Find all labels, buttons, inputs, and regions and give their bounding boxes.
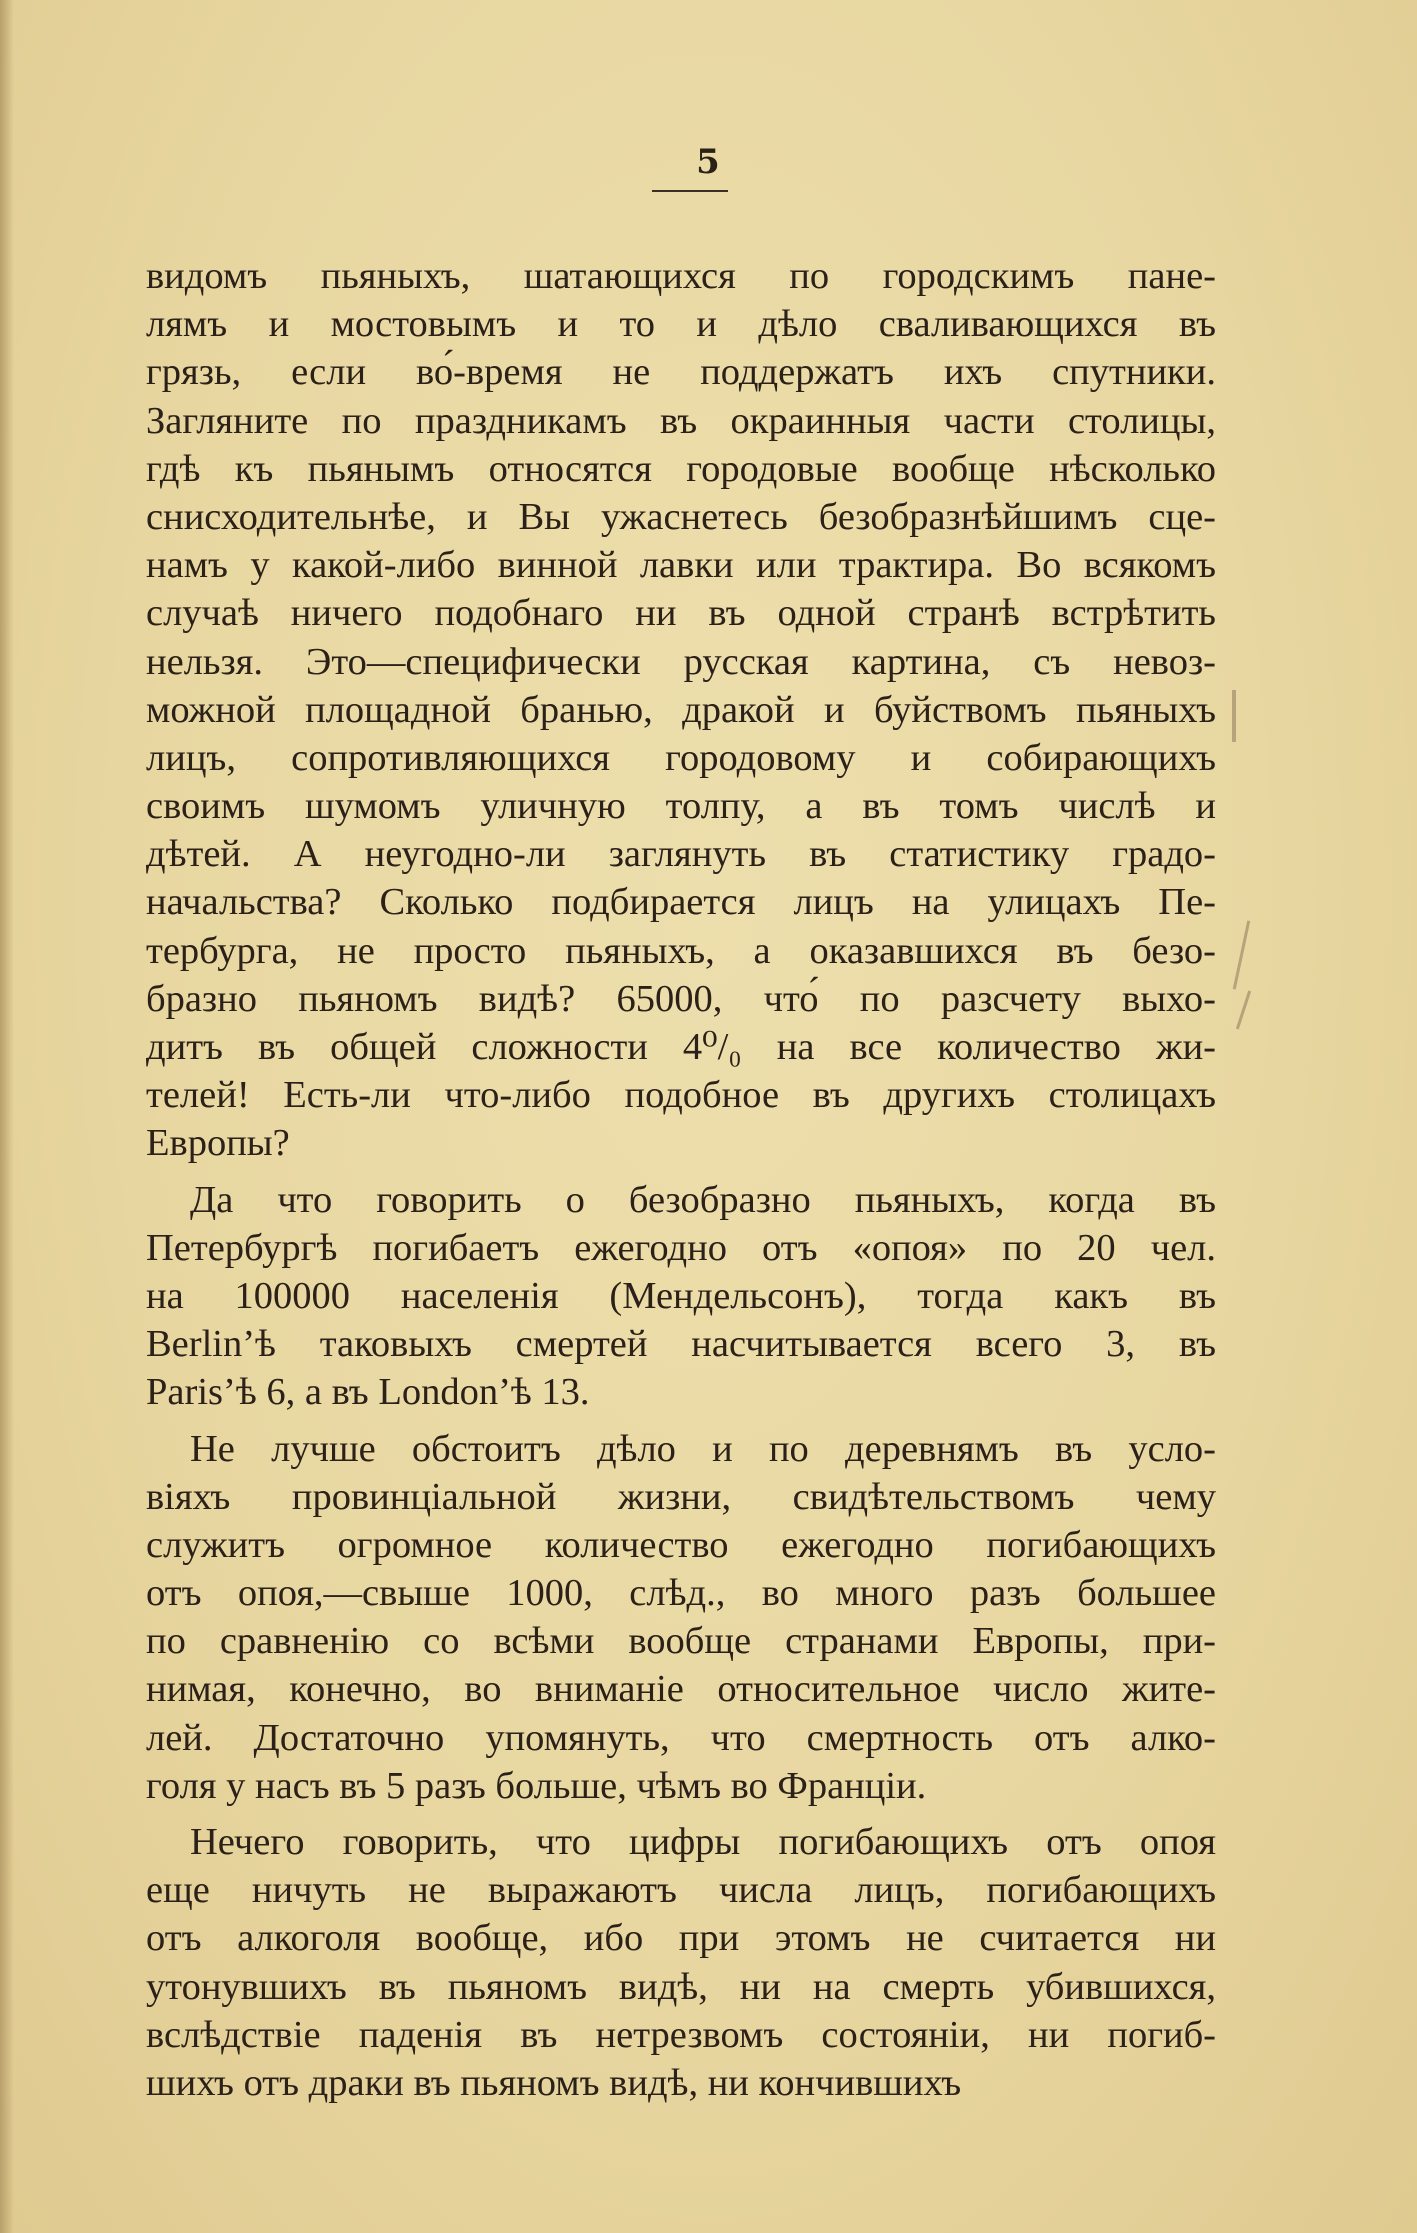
text-line: снисходительнѣе, и Вы ужаснетесь безобразнѣйшимъ сце- <box>146 495 1216 538</box>
page-number: 5 <box>696 142 721 182</box>
text-line: нимая, конечно, во вниманіе относительное число жите- <box>146 1668 1216 1711</box>
text-line: Да что говорить о безобразно пьяныхъ, когда въ <box>190 1178 1216 1221</box>
text-line: отъ алкоголя вообще, ибо при этомъ не считается ни <box>146 1917 1216 1960</box>
text-line: утонувшихъ въ пьяномъ видѣ, ни на смерть убившихся, <box>146 1965 1216 2008</box>
text-line: телей! Есть-ли что-либо подобное въ другихъ столицахъ <box>146 1074 1216 1117</box>
body-text <box>146 252 1216 2107</box>
text-line: голя у насъ въ 5 разъ больше, чѣмъ во Франціи. <box>146 1764 927 1807</box>
text-line: лицъ, сопротивляющихся городовому и собирающихъ <box>146 736 1216 779</box>
text-line: дѣтей. А неугодно-ли заглянуть въ статистику градо- <box>146 833 1216 876</box>
text-line: Европы? <box>146 1122 290 1165</box>
text-line: віяхъ провинціальной жизни, свидѣтельствомъ чему <box>146 1475 1216 1518</box>
text-line: дитъ въ общей сложности 4⁰/₀ на все количество жи- <box>146 1026 1216 1068</box>
text-line: начальства? Сколько подбирается лицъ на улицахъ Пе- <box>146 881 1216 924</box>
text-line: Berlin’ѣ таковыхъ смертей насчитывается всего 3, въ <box>146 1323 1216 1366</box>
text-line: случаѣ ничего подобнаго ни въ одной странѣ встрѣтить <box>146 592 1216 635</box>
text-line: еще ничуть не выражаютъ числа лицъ, погибающихъ <box>146 1869 1216 1912</box>
margin-mark <box>1236 991 1251 1030</box>
text-line: отъ опоя,—свыше 1000, слѣд., во много разъ большее <box>146 1572 1216 1615</box>
text-line: Не лучше обстоитъ дѣло и по деревнямъ въ усло- <box>190 1427 1216 1470</box>
text-line: своимъ шумомъ уличную толпу, а въ томъ числѣ и <box>146 785 1216 828</box>
text-line: вслѣдствіе паденія въ нетрезвомъ состояніи, ни погиб- <box>146 2013 1216 2056</box>
paragraph-gap <box>146 1417 1216 1425</box>
text-line: на 100000 населенія (Мендельсонъ), тогда какъ въ <box>146 1274 1216 1317</box>
text-line: Paris’ѣ 6, а въ London’ѣ 13. <box>146 1371 590 1414</box>
text-line: намъ у какой-либо винной лавки или трактира. Во всякомъ <box>146 544 1216 587</box>
text-line: Загляните по праздникамъ въ окраинныя части столицы, <box>146 399 1216 442</box>
text-line: гдѣ къ пьянымъ относятся городовые вообще нѣсколько <box>146 447 1216 490</box>
margin-mark <box>1232 690 1236 742</box>
text-line: Петербургѣ погибаетъ ежегодно отъ «опоя» по 20 чел. <box>146 1226 1216 1269</box>
paragraph-gap <box>146 1810 1216 1818</box>
text-line: нельзя. Это—специфически русская картина, съ невоз- <box>146 640 1216 683</box>
text-line: лямъ и мостовымъ и то и дѣло сваливающихся въ <box>146 303 1216 346</box>
page-edge-shadow <box>0 0 14 2233</box>
text-line: грязь, если во́-время не поддержатъ ихъ спутники. <box>146 351 1216 394</box>
text-line: бразно пьяномъ видѣ? 65000, что́ по разсчету выхо- <box>146 977 1216 1020</box>
text-line: Нечего говорить, что цифры погибающихъ отъ опоя <box>190 1821 1216 1863</box>
text-line: лей. Достаточно упомянуть, что смертность отъ алко- <box>146 1716 1216 1759</box>
page-number-rule <box>652 190 728 192</box>
text-line: служитъ огромное количество ежегодно погибающихъ <box>146 1523 1216 1566</box>
text-line: шихъ отъ драки въ пьяномъ видѣ, ни кончившихъ <box>146 2061 962 2104</box>
margin-mark <box>1233 920 1250 989</box>
text-line: можной площадной бранью, дракой и буйствомъ пьяныхъ <box>146 688 1216 731</box>
text-line: видомъ пьяныхъ, шатающихся по городскимъ пане- <box>146 255 1216 297</box>
text-line: тербурга, не просто пьяныхъ, а оказавшихся въ безо- <box>146 929 1216 972</box>
text-line: по сравненію со всѣми вообще странами Европы, при- <box>146 1620 1216 1663</box>
paragraph-gap <box>146 1168 1216 1176</box>
